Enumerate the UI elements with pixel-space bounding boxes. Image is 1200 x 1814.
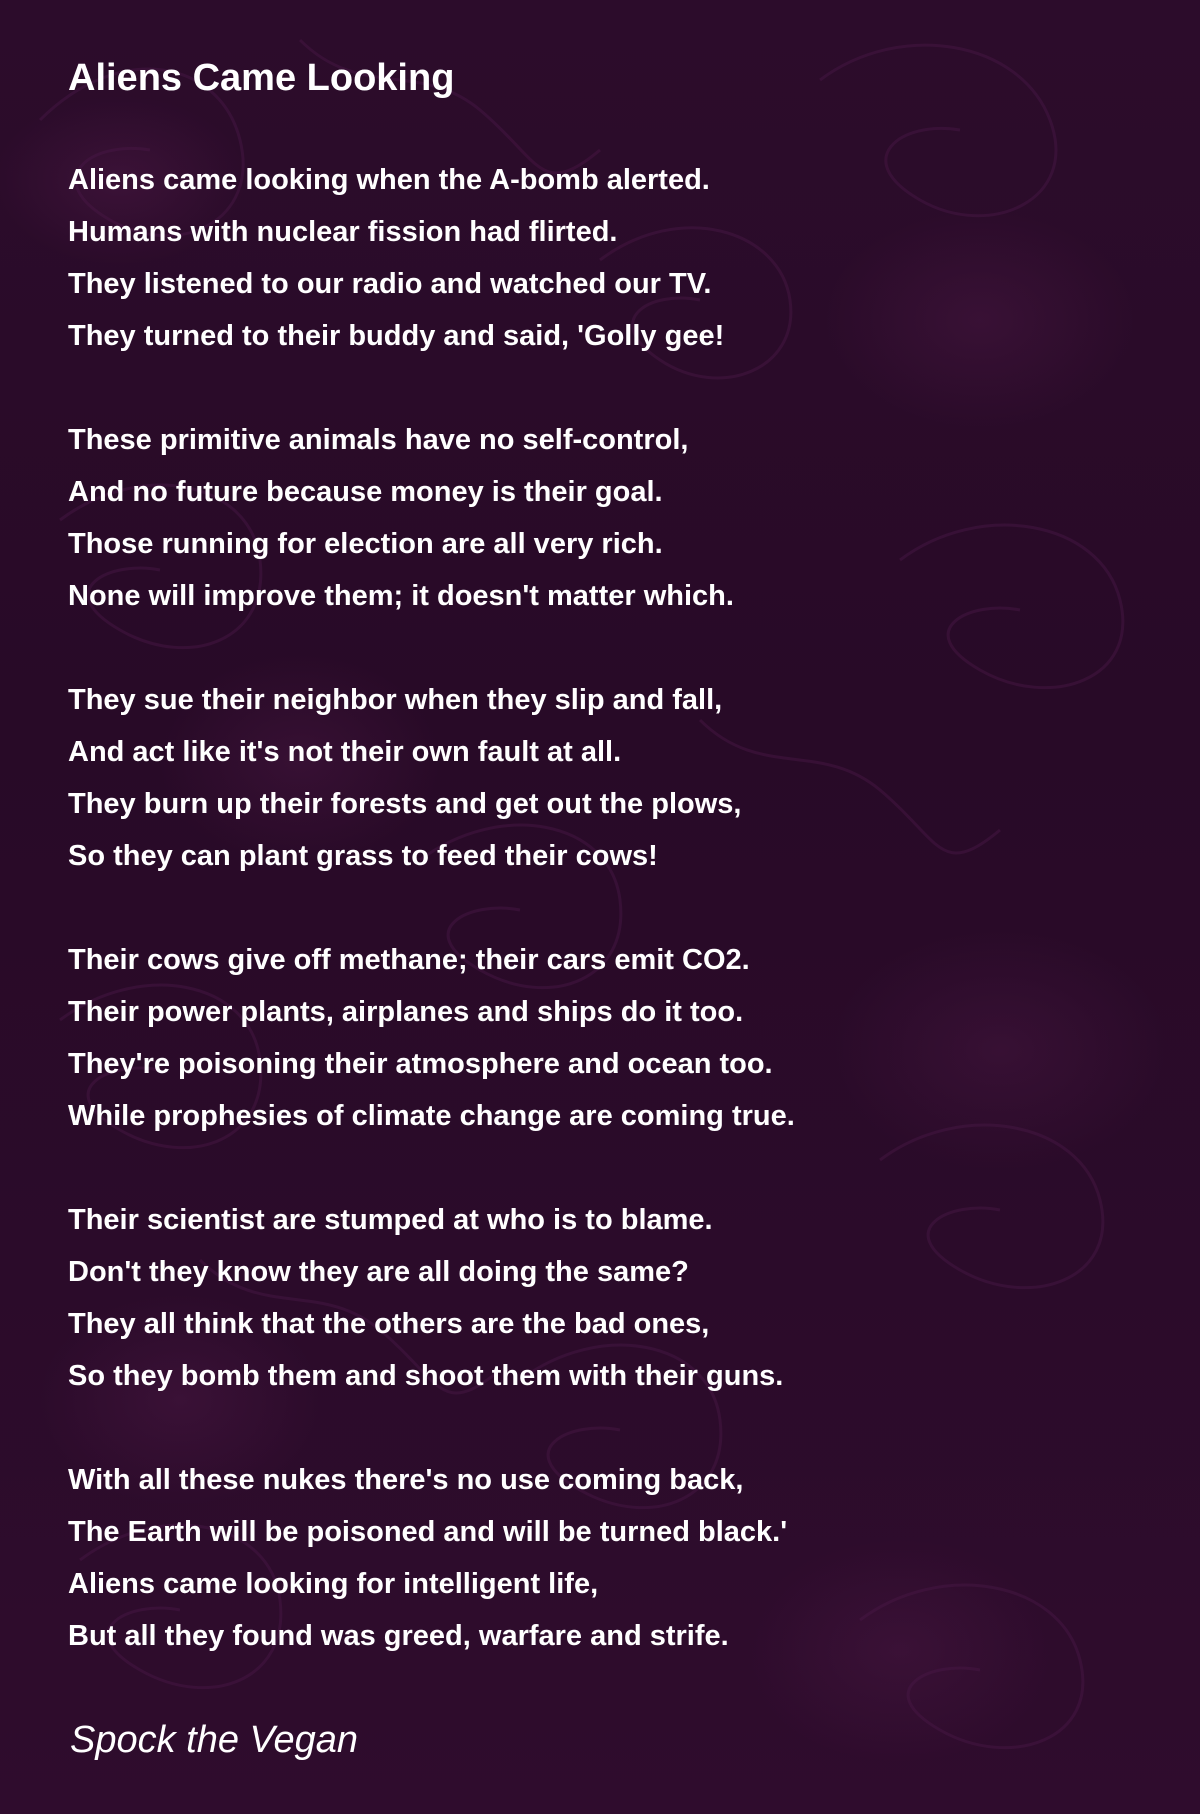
poem-line: Their cows give off methane; their cars emit CO2. [68, 944, 750, 976]
poem-line: They all think that the others are the bad ones, [68, 1308, 710, 1340]
poem-line: Their power plants, airplanes and ships do it too. [68, 996, 744, 1028]
poem-line: They burn up their forests and get out the plows, [68, 788, 742, 820]
poem-line: They're poisoning their atmosphere and ocean too. [68, 1048, 773, 1080]
poem-line: Humans with nuclear fission had flirted. [68, 216, 618, 248]
poem-line: Aliens came looking for intelligent life, [68, 1568, 599, 1600]
poem-title: Aliens Came Looking [68, 57, 455, 99]
poem-line: Their scientist are stumped at who is to blame. [68, 1204, 713, 1236]
poem-author: Spock the Vegan [70, 1719, 359, 1761]
poem-line: So they can plant grass to feed their cows! [68, 840, 658, 872]
stanza [68, 154, 1148, 362]
poem-line: These primitive animals have no self-control, [68, 424, 689, 456]
poem-line: So they bomb them and shoot them with their guns. [68, 1360, 784, 1392]
poem-line: Those running for election are all very rich. [68, 528, 663, 560]
poem-line: They listened to our radio and watched our TV. [68, 268, 712, 300]
poem-line: None will improve them; it doesn't matter which. [68, 580, 734, 612]
poem-line: Don't they know they are all doing the same? [68, 1256, 689, 1288]
poem-line: And no future because money is their goal. [68, 476, 663, 508]
stanza [68, 674, 1148, 882]
poem-line: They turned to their buddy and said, 'Golly gee! [68, 320, 725, 352]
poem-line: Aliens came looking when the A-bomb alerted. [68, 164, 710, 196]
poem-line: With all these nukes there's no use coming back, [68, 1464, 744, 1496]
stanza [68, 414, 1148, 622]
stanza [68, 934, 1148, 1142]
poem-line: They sue their neighbor when they slip and fall, [68, 684, 723, 716]
stanza [68, 1454, 1148, 1662]
poem-line: The Earth will be poisoned and will be turned black.' [68, 1516, 788, 1548]
poem-line: And act like it's not their own fault at all. [68, 736, 622, 768]
poem [68, 48, 1148, 1714]
stanza [68, 1194, 1148, 1402]
poem-line: But all they found was greed, warfare and strife. [68, 1620, 729, 1652]
poem-line: While prophesies of climate change are coming true. [68, 1100, 795, 1132]
